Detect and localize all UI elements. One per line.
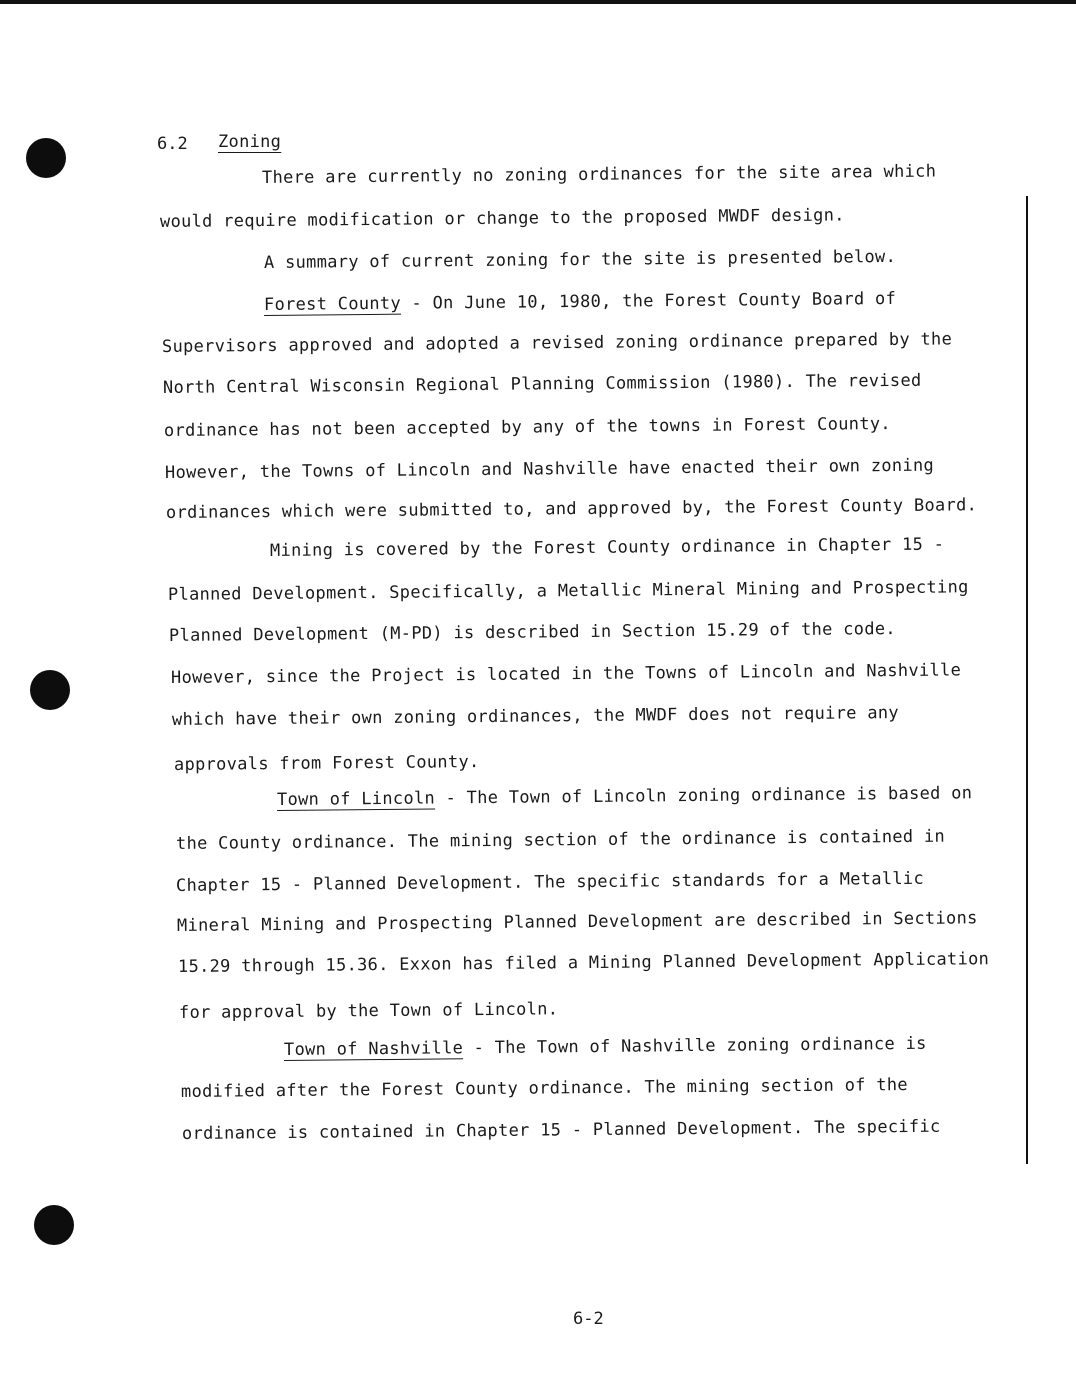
revision-bar [1026, 196, 1028, 1164]
punch-hole-middle [30, 670, 70, 710]
punch-hole-top [26, 138, 66, 178]
paragraph-line-rest: - The Town of Nashville zoning ordinance is [462, 1033, 927, 1059]
paragraph-line: for approval by the Town of Lincoln. [178, 999, 559, 1023]
subheading-town-of-lincoln: Town of Lincoln [276, 788, 436, 810]
paragraph-line: Planned Development (M-PD) is described in Section 15.29 of the code. [168, 619, 896, 646]
paragraph-line: Planned Development. Specifically, a Metallic Mineral Mining and Prospecting [167, 577, 969, 605]
paragraph-first-line [264, 289, 896, 315]
paragraph-line: ordinance has not been accepted by any of the towns in Forest County. [163, 414, 891, 441]
paragraph-line: would require modification or change to the proposed MWDF design. [159, 205, 845, 232]
paragraph-line: Mineral Mining and Prospecting Planned Development are described in Sections [176, 908, 978, 936]
paragraph-line: ordinance is contained in Chapter 15 - Planned Development. The specific [181, 1116, 941, 1144]
paragraph-line: which have their own zoning ordinances, the MWDF does not require any [171, 703, 899, 730]
paragraph-line: Chapter 15 - Planned Development. The specific standards for a Metallic [175, 868, 925, 896]
paragraph-line-rest: - On June 10, 1980, the Forest County Board of [400, 288, 897, 314]
paragraph-line: Mining is covered by the Forest County ordinance in Chapter 15 - [269, 534, 945, 561]
punch-hole-bottom [34, 1205, 74, 1245]
page-number: 6-2 [573, 1309, 604, 1329]
section-number: 6.2 [157, 134, 188, 154]
page-top-border [0, 0, 1076, 4]
paragraph-line: 15.29 through 15.36. Exxon has filed a Mining Planned Development Application [177, 949, 990, 977]
paragraph-line: North Central Wisconsin Regional Planning Commission (1980). The revised [162, 370, 922, 398]
paragraph-line: Supervisors approved and adopted a revised zoning ordinance prepared by the [161, 329, 953, 357]
paragraph-line-rest: - The Town of Lincoln zoning ordinance is based on [434, 783, 973, 809]
paragraph-line: approvals from Forest County. [173, 752, 480, 775]
paragraph-line: However, since the Project is located in the Towns of Lincoln and Nashville [170, 660, 962, 688]
paragraph-first-line [284, 1034, 927, 1060]
paragraph-line: ordinances which were submitted to, and approved by, the Forest County Board. [165, 495, 978, 523]
paragraph-line: the County ordinance. The mining section of the ordinance is contained in [175, 826, 946, 854]
paragraph-line: There are currently no zoning ordinances for the site area which [261, 161, 937, 188]
section-title: Zoning [218, 132, 282, 152]
paragraph-line: A summary of current zoning for the site is presented below. [263, 246, 897, 273]
subheading-town-of-nashville: Town of Nashville [283, 1038, 464, 1060]
paragraph-line: However, the Towns of Lincoln and Nashville have enacted their own zoning [164, 455, 935, 483]
paragraph-first-line [277, 783, 972, 810]
paragraph-line: modified after the Forest County ordinance. The mining section of the [180, 1075, 908, 1102]
subheading-forest-county: Forest County [263, 293, 402, 315]
